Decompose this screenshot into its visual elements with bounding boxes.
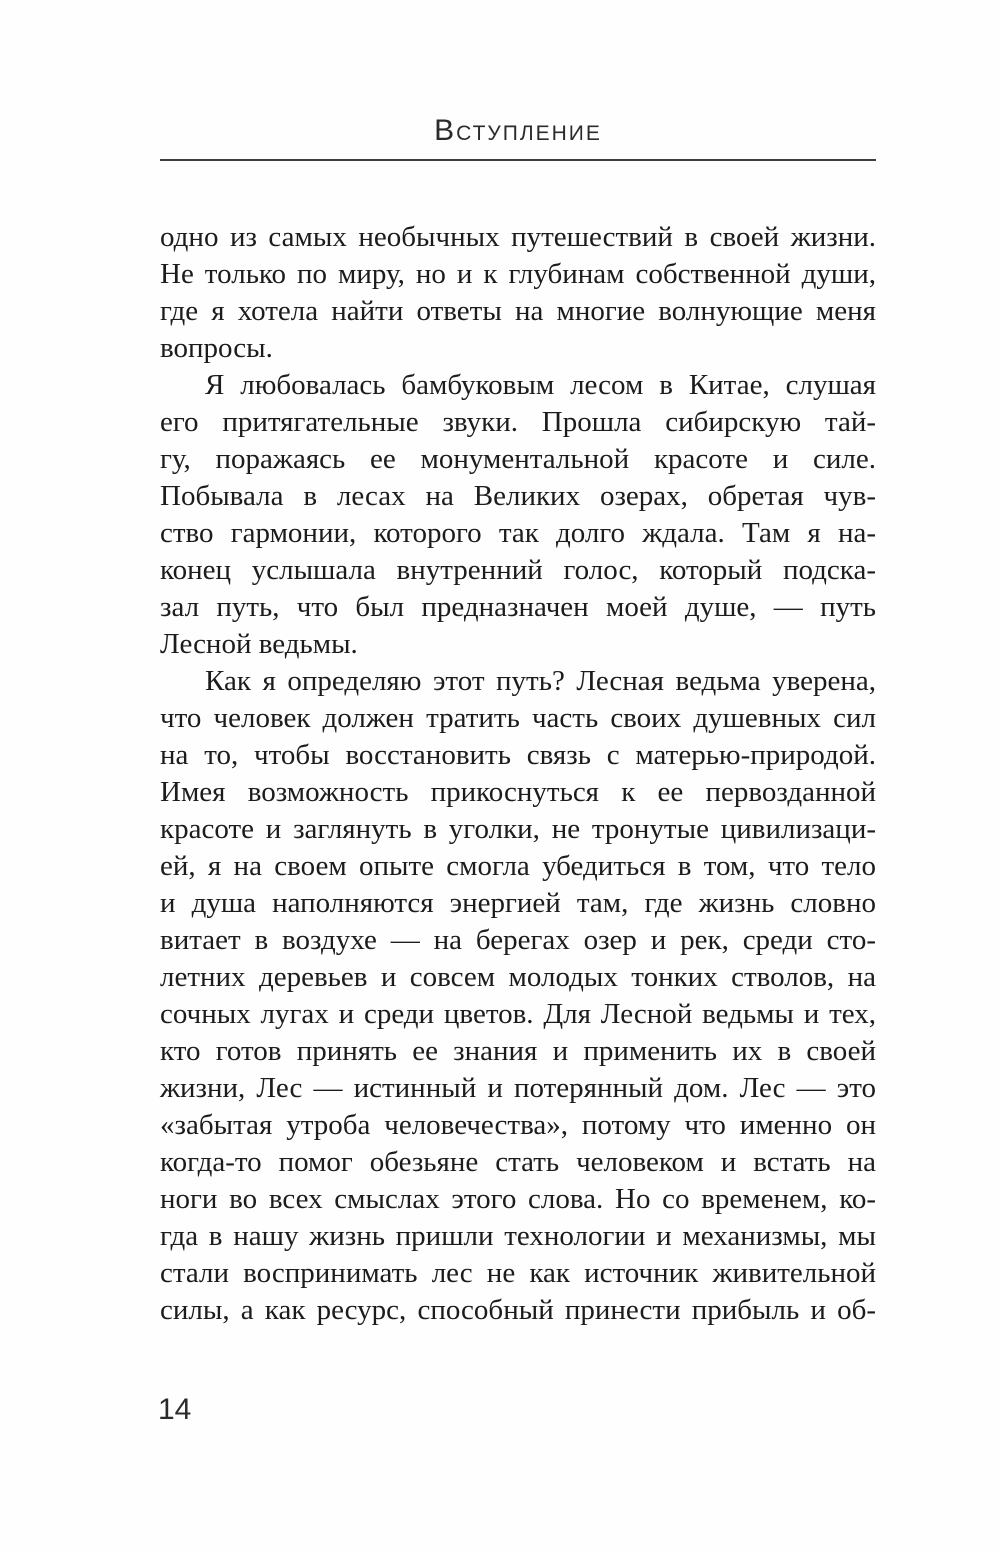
text-line: Как я определяю этот путь? Лесная ведьма уверена, [205, 665, 876, 697]
text-line: жизни, Лес — истинный и потерянный дом. Лес — это [160, 1072, 876, 1104]
text-line: на то, чтобы восстановить связь с матерью-природой. [160, 739, 876, 771]
page-number: 14 [158, 1393, 192, 1426]
text-line: его притягательные звуки. Прошла сибирскую тай- [160, 406, 876, 438]
text-line: ноги во всех смыслах этого слова. Но со временем, ко- [160, 1183, 876, 1215]
text-line: Не только по миру, но и к глубинам собственной души, [160, 258, 876, 290]
text-line: зал путь, что был предназначен моей душе, — путь [160, 591, 876, 623]
text-line: Лесной ведьмы. [160, 628, 358, 660]
text-line: когда-то помог обезьяне стать человеком и встать на [160, 1146, 876, 1178]
text-line: витает в воздухе — на берегах озер и рек, среди сто- [160, 924, 876, 956]
text-line: красоте и заглянуть в уголки, не тронутые цивилизаци- [160, 813, 876, 845]
text-line: Побывала в лесах на Великих озерах, обретая чув- [160, 480, 876, 512]
text-line: Имея возможность прикоснуться к ее первозданной [160, 776, 876, 808]
text-line: одно из самых необычных путешествий в своей жизни. [160, 221, 876, 253]
text-line: Я любовалась бамбуковым лесом в Китае, слушая [205, 369, 876, 401]
text-line: где я хотела найти ответы на многие волнующие меня [160, 295, 876, 327]
text-line: ей, я на своем опыте смогла убедиться в том, что тело [160, 850, 876, 882]
text-line: стали воспринимать лес не как источник живительной [160, 1257, 876, 1289]
text-line: конец услышала внутренний голос, который подска- [160, 554, 876, 586]
text-line: сочных лугах и среди цветов. Для Лесной ведьмы и тех, [160, 998, 876, 1030]
running-header [160, 114, 876, 148]
text-line: гу, поражаясь ее монументальной красоте и силе. [160, 443, 876, 475]
text-line: гда в нашу жизнь пришли технологии и механизмы, мы [160, 1220, 876, 1252]
text-line: вопросы. [160, 332, 273, 364]
text-line: и душа наполняются энергией там, где жизнь словно [160, 887, 876, 919]
body-text [160, 219, 876, 1329]
text-line: что человек должен тратить часть своих душевных сил [160, 702, 876, 734]
text-line: кто готов принять ее знания и применить их в своей [160, 1035, 876, 1067]
header-rule [160, 159, 876, 161]
text-line: «забытая утроба человечества», потому что именно он [160, 1109, 876, 1141]
text-line: ство гармонии, которого так долго ждала. Там я на- [160, 517, 876, 549]
text-line: летних деревьев и совсем молодых тонких стволов, на [160, 961, 876, 993]
chapter-title: Вступление [434, 114, 602, 147]
text-line: силы, а как ресурс, способный принести прибыль и об- [160, 1294, 876, 1326]
